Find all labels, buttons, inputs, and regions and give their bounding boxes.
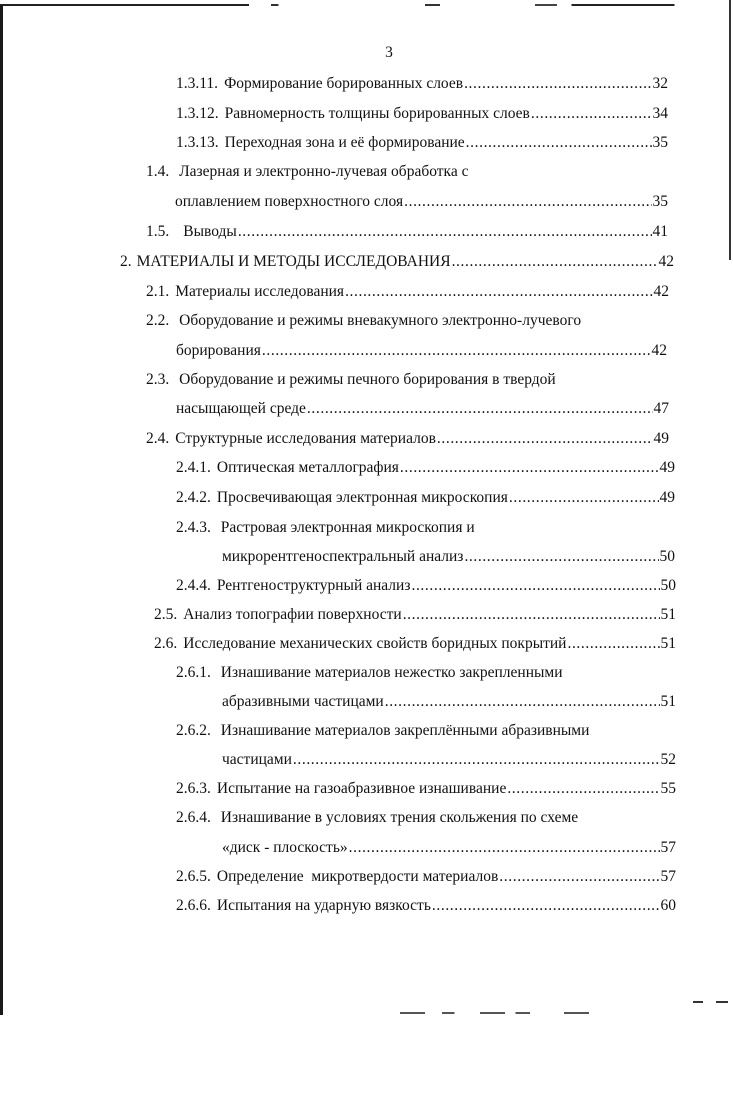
toc-entry-page: 32 <box>652 75 668 92</box>
toc-entry-title-continuation: частицами <box>222 751 292 768</box>
toc-entry-number: 2.6.1. <box>176 664 211 681</box>
toc-entry-number: 2.4.2. <box>176 489 211 506</box>
toc-entry-title-continuation: насыщающей среде <box>176 400 306 417</box>
toc-entry-page: 49 <box>659 489 675 506</box>
scan-edge-right <box>729 0 731 260</box>
toc-entry-number: 2.2. <box>146 312 170 329</box>
toc-entry-2-2[interactable] <box>146 311 581 331</box>
toc-leader-dots <box>509 488 659 508</box>
toc-entry-number: 2.1. <box>146 283 170 300</box>
toc-entry-title: Растровая электронная микроскопия и <box>220 519 475 536</box>
toc-entry-2-5[interactable] <box>154 605 676 625</box>
toc-entry-page: 57 <box>660 868 676 885</box>
toc-entry-2-6-4[interactable] <box>176 808 578 828</box>
toc-entry-number: 2.6.4. <box>176 809 211 826</box>
toc-leader-dots <box>507 779 659 799</box>
toc-entry-title: Анализ топографии поверхности <box>183 606 402 623</box>
toc-entry-page: 51 <box>660 635 676 652</box>
toc-entry-page: 34 <box>652 105 668 122</box>
toc-entry-number: 2.6.6. <box>176 897 211 914</box>
toc-entry-number: 2.6.5. <box>176 868 211 885</box>
toc-entry-2-4-2[interactable] <box>176 488 675 508</box>
toc-entry-2-6-3[interactable] <box>176 779 676 799</box>
toc-entry-page: 47 <box>653 400 669 417</box>
toc-leader-dots <box>464 547 658 567</box>
toc-entry-number: 2.4.3. <box>176 519 211 536</box>
scan-edge-top <box>0 4 733 6</box>
toc-entry-title: Оборудование и режимы вневакумного электронно-лучевого <box>179 312 582 329</box>
toc-leader-dots <box>411 576 659 596</box>
toc-entry-2-4-1[interactable] <box>176 458 675 478</box>
toc-leader-dots <box>567 634 659 654</box>
toc-entry-1-3-11[interactable] <box>176 74 668 94</box>
toc-entry-number: 1.3.13. <box>176 134 219 151</box>
toc-leader-dots <box>293 750 660 770</box>
toc-entry-title: Изнашивание материалов нежестко закрепленными <box>220 664 563 681</box>
page-number: 3 <box>385 44 393 61</box>
toc-leader-dots <box>400 458 659 478</box>
toc-entry-2-6-1-continuation[interactable] <box>222 692 676 712</box>
toc-entry-2-4-4[interactable] <box>176 576 676 596</box>
toc-entry-1-5[interactable] <box>146 222 668 242</box>
toc-entry-title: Оборудование и режимы печного борирования в твердой <box>179 371 556 388</box>
toc-entry-1-3-13[interactable] <box>176 133 668 153</box>
toc-entry-page: 55 <box>660 780 676 797</box>
toc-entry-title: Равномерность толщины борированных слоев <box>224 105 530 122</box>
toc-entry-number: 2.6. <box>154 635 178 652</box>
toc-entry-title-continuation: борирования <box>176 342 261 359</box>
toc-entry-number: 1.3.11. <box>176 75 219 92</box>
toc-entry-title: Испытание на газоабразивное изнашивание <box>216 780 507 797</box>
toc-entry-number: 2.5. <box>154 606 178 623</box>
toc-entry-title: Изнашивание в условиях трения скольжения по схеме <box>220 809 579 826</box>
toc-entry-title-continuation: абразивными частицами <box>222 693 384 710</box>
toc-entry-page: 42 <box>653 283 669 300</box>
toc-entry-number: 1.4. <box>146 163 170 180</box>
scan-edge-bottom <box>400 1012 610 1014</box>
toc-leader-dots <box>262 341 651 361</box>
toc-entry-title: МАТЕРИАЛЫ И МЕТОДЫ ИССЛЕДОВАНИЯ <box>136 253 451 270</box>
toc-entry-title: Просвечивающая электронная микроскопия <box>216 489 508 506</box>
toc-leader-dots <box>432 896 660 916</box>
toc-entry-title: Оптическая металлография <box>216 459 399 476</box>
toc-entry-page: 35 <box>652 134 668 151</box>
toc-leader-dots <box>499 867 659 887</box>
toc-leader-dots <box>403 605 660 625</box>
toc-entry-page: 50 <box>660 577 676 594</box>
toc-entry-2-4-3-continuation[interactable] <box>222 547 675 567</box>
toc-entry-2-6-2[interactable] <box>176 721 589 741</box>
toc-entry-number: 2.6.3. <box>176 780 211 797</box>
scan-mark <box>716 1001 728 1003</box>
toc-entry-page: 42 <box>658 253 674 270</box>
toc-entry-title: Испытания на ударную вязкость <box>216 897 431 914</box>
toc-leader-dots <box>464 74 651 94</box>
toc-entry-number: 1.3.12. <box>176 105 219 122</box>
toc-entry-title: Выводы <box>183 223 237 240</box>
toc-entry-number: 1.5. <box>146 223 170 240</box>
toc-entry-page: 49 <box>653 430 669 447</box>
toc-entry-page: 42 <box>651 342 667 359</box>
toc-entry-2-6[interactable] <box>154 634 676 654</box>
toc-leader-dots <box>452 252 658 272</box>
toc-entry-2-6-5[interactable] <box>176 867 676 887</box>
toc-entry-title-continuation: оплавлением поверхностного слоя <box>175 193 404 210</box>
toc-entry-2-3[interactable] <box>146 370 556 390</box>
toc-entry-title: Лазерная и электронно-лучевая обработка с <box>179 163 469 180</box>
toc-entry-title: Формирование борированных слоев <box>224 75 464 92</box>
toc-entry-title: Материалы исследования <box>175 283 345 300</box>
toc-entry-title: Структурные исследования материалов <box>175 430 436 447</box>
toc-entry-page: 49 <box>659 459 675 476</box>
toc-entry-number: 2.4.4. <box>176 577 211 594</box>
toc-leader-dots <box>349 838 660 858</box>
toc-leader-dots <box>466 133 652 153</box>
toc-entry-page: 57 <box>660 839 676 856</box>
toc-entry-2-1[interactable] <box>146 282 669 302</box>
toc-entry-page: 60 <box>660 897 676 914</box>
toc-entry-title: Исследование механических свойств боридных покрытий <box>183 635 567 652</box>
toc-entry-1-4-continuation[interactable] <box>175 192 668 212</box>
toc-entry-2-3-continuation[interactable] <box>176 399 669 419</box>
toc-entry-2-6-1[interactable] <box>176 663 563 683</box>
toc-entry-2-4[interactable] <box>146 429 669 449</box>
toc-entry-2-2-continuation[interactable] <box>176 341 667 361</box>
toc-entry-title: Определение микротвердости материалов <box>216 868 499 885</box>
toc-entry-1-4[interactable] <box>146 162 468 182</box>
toc-entry-page: 50 <box>659 548 675 565</box>
toc-entry-number: 2.3. <box>146 371 170 388</box>
toc-leader-dots <box>238 222 652 242</box>
toc-entry-number: 2.4. <box>146 430 170 447</box>
toc-entry-2-6-2-continuation[interactable] <box>222 750 676 770</box>
toc-entry-number: 2.6.2. <box>176 722 211 739</box>
toc-leader-dots <box>531 104 652 124</box>
toc-leader-dots <box>385 692 660 712</box>
toc-leader-dots <box>307 399 653 419</box>
toc-entry-2-4-3[interactable] <box>176 518 475 538</box>
toc-entry-title-continuation: «диск - плоскость» <box>222 839 348 856</box>
toc-entry-page: 41 <box>652 223 668 240</box>
toc-entry-title: Изнашивание материалов закреплёнными абразивными <box>220 722 590 739</box>
toc-entry-2-6-6[interactable] <box>176 896 676 916</box>
scan-edge-left <box>0 5 3 1015</box>
toc-entry-page: 51 <box>660 693 676 710</box>
toc-entry-2[interactable] <box>120 252 674 272</box>
toc-leader-dots <box>437 429 653 449</box>
toc-entry-page: 52 <box>660 751 676 768</box>
toc-entry-number: 2.4.1. <box>176 459 211 476</box>
toc-leader-dots <box>404 192 651 212</box>
toc-entry-2-6-4-continuation[interactable] <box>222 838 676 858</box>
toc-entry-page: 35 <box>652 193 668 210</box>
toc-entry-page: 51 <box>660 606 676 623</box>
scan-mark <box>693 1001 703 1003</box>
toc-entry-title: Переходная зона и её формирование <box>224 134 465 151</box>
toc-entry-title-continuation: микрорентгеноспектральный анализ <box>222 548 464 565</box>
toc-entry-title: Рентгеноструктурный анализ <box>216 577 411 594</box>
toc-entry-1-3-12[interactable] <box>176 104 668 124</box>
toc-entry-number: 2. <box>120 253 132 270</box>
toc-leader-dots <box>345 282 652 302</box>
